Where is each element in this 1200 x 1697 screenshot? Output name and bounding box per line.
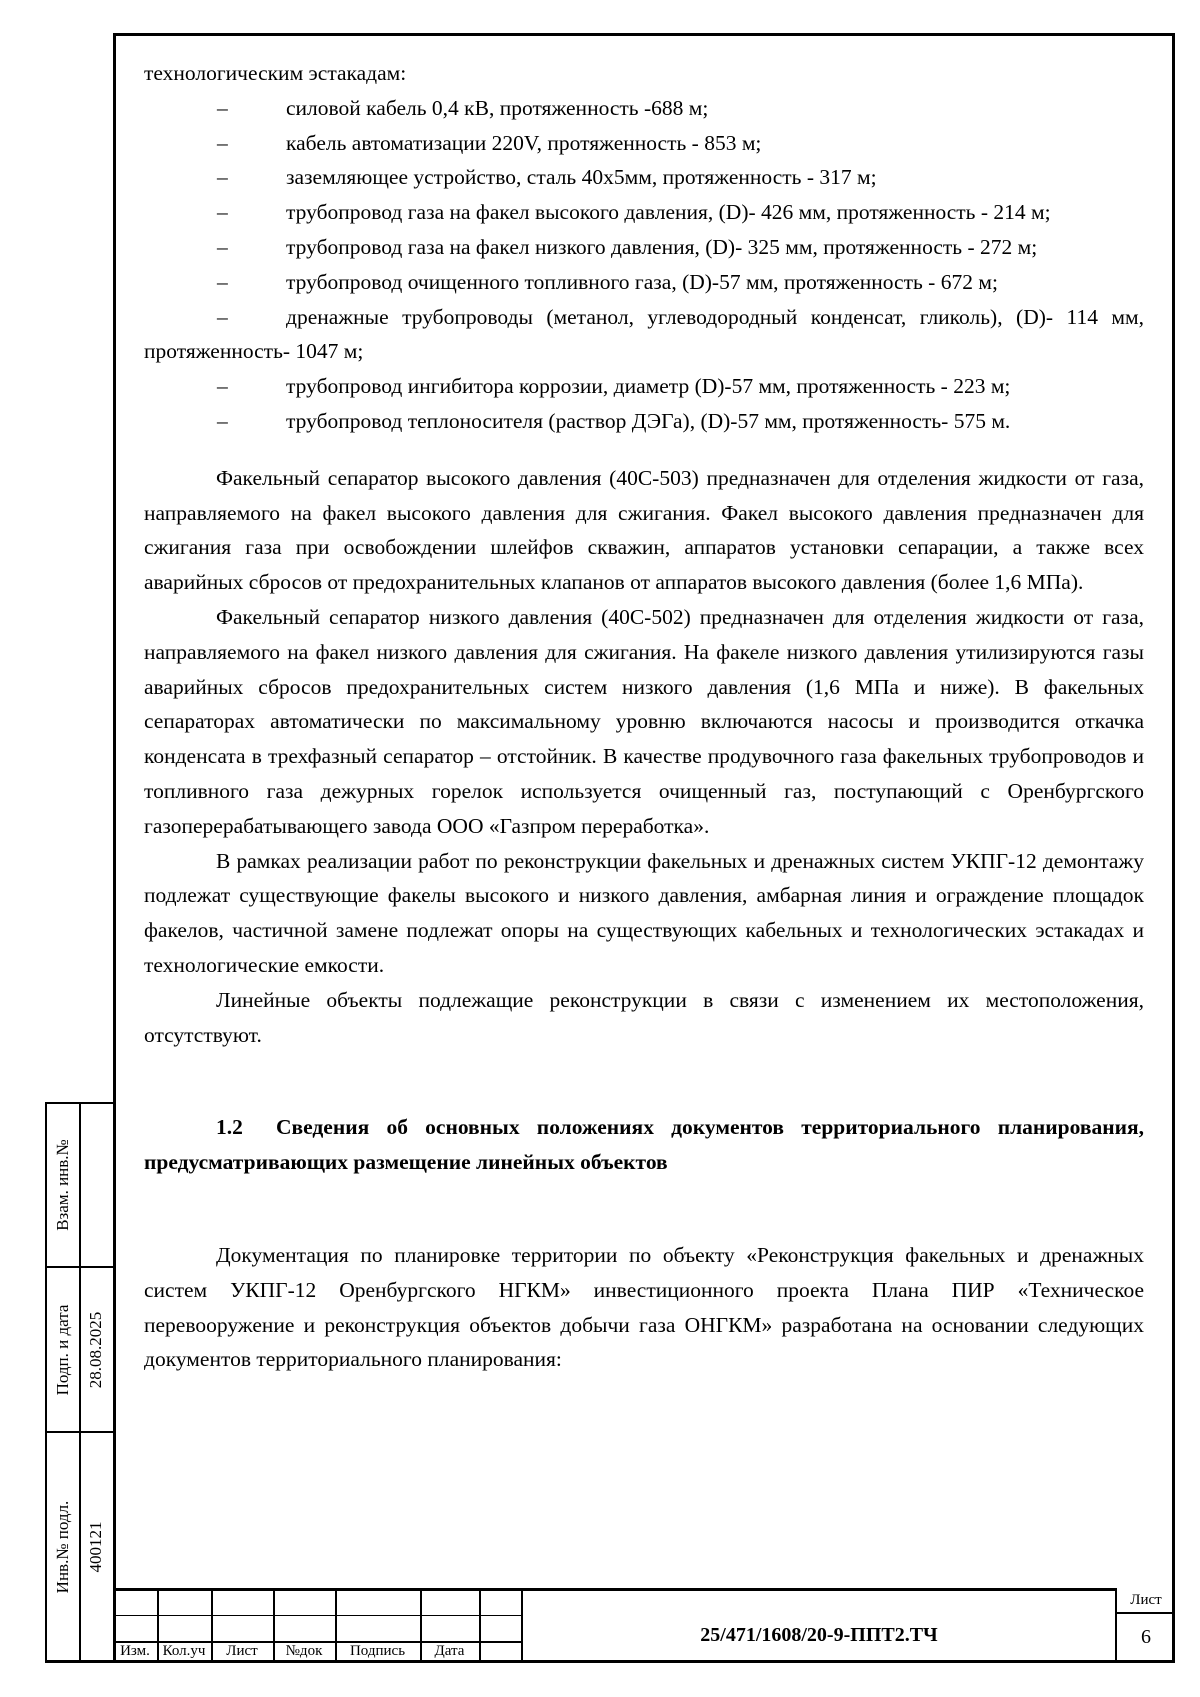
list-item xyxy=(144,160,1144,195)
list-dash: – xyxy=(217,165,228,190)
list-item xyxy=(144,195,1144,230)
list-item-text: заземляющее устройство, сталь 40х5мм, протяженность - 317 м; xyxy=(286,165,877,190)
revision-table xyxy=(113,1588,521,1663)
title-block xyxy=(113,1588,1175,1663)
list-item xyxy=(144,300,1144,370)
list-dash: – xyxy=(217,304,228,329)
list-item-text: дренажные трубопроводы (метанол, углеводородный конденсат, гликоль), (D)- 114 мм, протяженность- 1047 м; xyxy=(144,304,1144,364)
list-item xyxy=(144,369,1144,404)
inv-value: 400121 xyxy=(86,1521,105,1572)
sheet-number: 6 xyxy=(1141,1626,1151,1648)
sheet-label: Лист xyxy=(1117,1588,1175,1614)
sheet-cell xyxy=(1115,1588,1175,1663)
list-dash: – xyxy=(217,234,228,259)
list-item-text: трубопровод очищенного топливного газа, (D)-57 мм, протяженность - 672 м; xyxy=(286,269,998,294)
list-item xyxy=(144,91,1144,126)
section-heading xyxy=(144,1110,1144,1180)
list-dash: – xyxy=(217,269,228,294)
document-code xyxy=(521,1588,1115,1663)
header-ndok: №док xyxy=(285,1643,323,1659)
list-item xyxy=(144,404,1144,439)
list-item-text: силовой кабель 0,4 кВ, протяженность -688 м; xyxy=(286,95,709,120)
side-stamp-vzam xyxy=(45,1102,113,1268)
paragraph: Документация по планировке территории по объекту «Реконструкция факельных и дренажных систем УКПГ-12 Оренбургского НГКМ» инвестиционного проекта Плана ПИР «Техническое перевооружение и реконструкция объектов добычи газа ОНГКМ» разработана на основании следующих документов территориального планирования: xyxy=(144,1242,1144,1372)
document-code-text: 25/471/1608/20-9-ППТ2.ТЧ xyxy=(700,1623,938,1646)
paragraph: В рамках реализации работ по реконструкции факельных и дренажных систем УКПГ-12 демонтажу подлежат существующие факелы высокого и низкого давления, амбарная линия и ограждение площадок факелов, частичной замене подлежат опоры на существующих кабельных и технологических эстакадах и технологические емкости. xyxy=(144,848,1144,977)
list-item-text: трубопровод ингибитора коррозии, диаметр (D)-57 мм, протяженность - 223 м; xyxy=(286,374,1011,399)
list-item-text: трубопровод газа на факел высокого давления, (D)- 426 мм, протяженность - 214 м; xyxy=(286,200,1051,225)
header-izm: Изм. xyxy=(120,1643,150,1659)
document-body xyxy=(144,56,1144,1377)
paragraph: Факельный сепаратор низкого давления (40С-502) предназначен для отделения жидкости от газа, направляемого на факел низкого давления для сжигания. На факеле низкого давления утилизируются газы аварийных сбросов предохранительных систем низкого давления (1,6 МПа и ниже). В факельных сепараторах автоматически по максимальному уровню включаются насосы и производится откачка конденсата в трехфазный сепаратор – отстойник. В качестве продувочного газа факельных трубопроводов и топливного газа дежурных горелок используется очищенный газ, поступающий с Оренбургского газоперерабатывающего завода ООО «Газпром переработка». xyxy=(144,604,1144,838)
list-item-text: трубопровод теплоносителя (раствор ДЭГа), (D)-57 мм, протяженность- 575 м. xyxy=(286,408,1011,433)
list-item-text: кабель автоматизации 220V, протяженность - 853 м; xyxy=(286,130,762,155)
list-item xyxy=(144,126,1144,161)
header-kol-uch: Кол.уч xyxy=(162,1643,206,1659)
side-stamp-podp xyxy=(45,1266,113,1433)
header-data: Дата xyxy=(434,1643,465,1659)
list-dash: – xyxy=(217,408,228,433)
side-stamp-inv xyxy=(45,1431,113,1663)
podp-label: Подп. и дата xyxy=(53,1304,72,1395)
list-dash: – xyxy=(217,130,228,155)
list-dash: – xyxy=(217,200,228,225)
list-dash: – xyxy=(217,374,228,399)
header-podpis: Подпись xyxy=(349,1643,406,1659)
list-item xyxy=(144,230,1144,265)
podp-value: 28.08.2025 xyxy=(86,1311,105,1388)
list-dash: – xyxy=(217,95,228,120)
section-number: 1.2 xyxy=(216,1115,243,1140)
list-item-text: трубопровод газа на факел низкого давления, (D)- 325 мм, протяженность - 272 м; xyxy=(286,234,1038,259)
vzam-label: Взам. инв.№ xyxy=(53,1139,72,1231)
paragraph: Факельный сепаратор высокого давления (40С-503) предназначен для отделения жидкости от газа, направляемого на факел высокого давления для сжигания. Факел высокого давления предназначен для сжигания газа при освобождении шлейфов скважин, аппаратов установки сепарации, а также всех аварийных сбросов от предохранительных клапанов от аппаратов высокого давления (более 1,6 МПа). xyxy=(144,465,1144,595)
intro-line: технологическим эстакадам: xyxy=(144,61,407,85)
list-item xyxy=(144,265,1144,300)
section-title: Сведения об основных положениях документов территориального планирования, предусматривающих размещение линейных объектов xyxy=(144,1115,1144,1175)
header-list: Лист xyxy=(226,1643,258,1659)
inv-label: Инв.№ подл. xyxy=(53,1500,72,1593)
paragraph: Линейные объекты подлежащие реконструкции в связи с изменением их местоположения, отсутствуют. xyxy=(144,987,1144,1047)
